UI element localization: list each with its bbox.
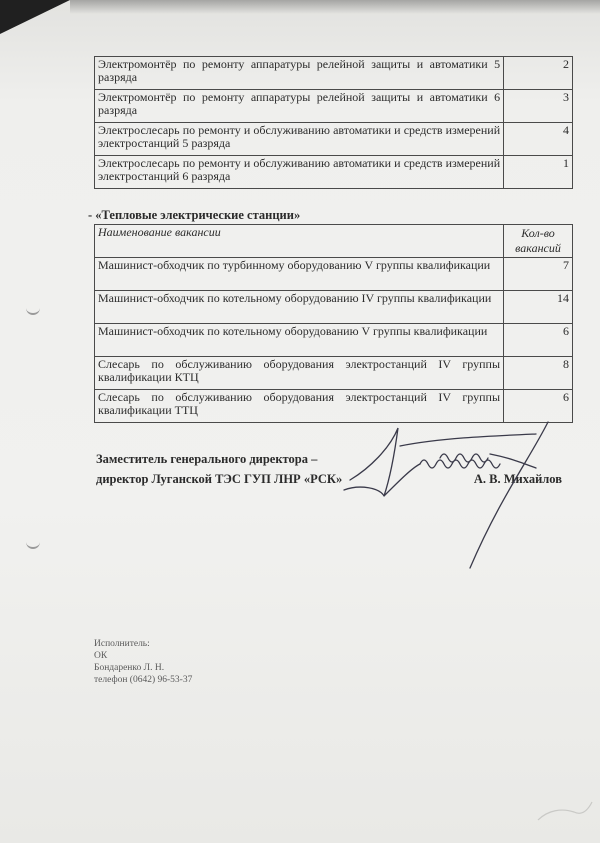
vacancy-name: Машинист-обходчик по котельному оборудованию IV группы квалификации (95, 291, 504, 324)
vacancy-name: Электромонтёр по ремонту аппаратуры релейной защиты и автоматики 6 разряда (95, 90, 504, 123)
table-row (95, 258, 573, 291)
table-row (95, 324, 573, 357)
table-row (95, 357, 573, 390)
vacancy-name: Слесарь по обслуживанию оборудования электростанций IV группы квалификации КТЦ (95, 357, 504, 390)
vacancy-name: Электрослесарь по ремонту и обслуживанию автоматики и средств измерений электростанций 6 разряда (95, 156, 504, 189)
vacancy-name: Электрослесарь по ремонту и обслуживанию автоматики и средств измерений электростанций 5 разряда (95, 123, 504, 156)
column-header-name: Наименование вакансии (95, 225, 504, 258)
vacancy-name: Машинист-обходчик по турбинному оборудованию V группы квалификации (95, 258, 504, 291)
section-heading: - «Тепловые электрические станции» (88, 208, 301, 222)
table-row (95, 156, 573, 189)
signatory-position-line1: Заместитель генерального директора – (96, 452, 318, 466)
folded-corner (0, 0, 70, 34)
vacancy-count: 4 (504, 123, 573, 156)
handwritten-signature (340, 418, 580, 578)
faint-bleedthrough-mark (534, 790, 594, 830)
executor-name: Бондаренко Л. Н. (94, 663, 165, 673)
vacancy-table-continued (94, 56, 573, 189)
vacancy-name: Слесарь по обслуживанию оборудования электростанций IV группы квалификации ТТЦ (95, 390, 504, 423)
vacancy-name: Электромонтёр по ремонту аппаратуры релейной защиты и автоматики 5 разряда (95, 57, 504, 90)
vacancy-count: 3 (504, 90, 573, 123)
vacancy-count: 6 (504, 324, 573, 357)
vacancy-count: 8 (504, 357, 573, 390)
table-row (95, 291, 573, 324)
signatory-name: А. В. Михайлов (473, 472, 562, 486)
vacancy-count: 1 (504, 156, 573, 189)
column-header-count (504, 225, 573, 258)
table-header-row (95, 225, 573, 258)
vacancy-count: 2 (504, 57, 573, 90)
executor-info (94, 638, 192, 686)
vacancy-table-thermal (94, 224, 573, 423)
vacancy-count: 7 (504, 258, 573, 291)
signatory-position-line2: директор Луганской ТЭС ГУП ЛНР «РСК» (96, 472, 343, 486)
vacancy-count: 6 (504, 390, 573, 423)
executor-phone: телефон (0642) 96-53-37 (94, 675, 193, 685)
scan-top-shadow (70, 0, 600, 14)
table-row (95, 90, 573, 123)
vacancy-count: 14 (504, 291, 573, 324)
table-row (95, 57, 573, 90)
executor-department: ОК (94, 651, 108, 661)
column-header-count-line2: вакансий (515, 241, 561, 255)
column-header-count-line1: Кол-во (521, 226, 555, 240)
executor-label: Исполнитель: (94, 639, 150, 649)
table-row (95, 123, 573, 156)
vacancy-name: Машинист-обходчик по котельному оборудованию V группы квалификации (95, 324, 504, 357)
